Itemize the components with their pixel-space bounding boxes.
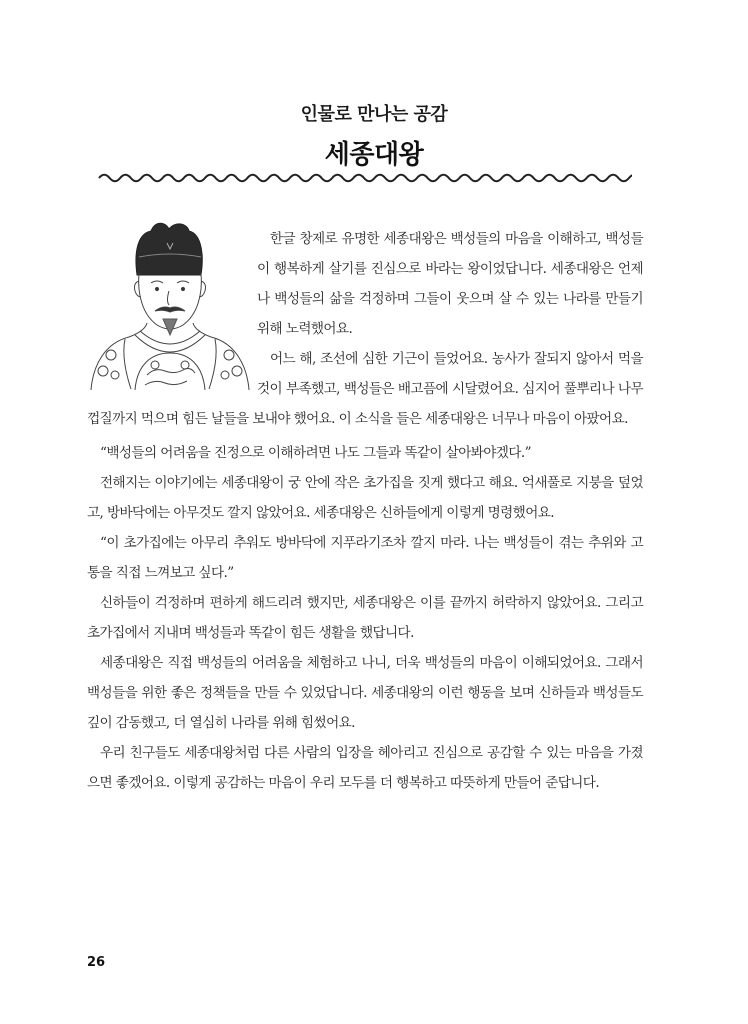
paragraph: 전해지는 이야기에는 세종대왕이 궁 안에 작은 초가집을 짓게 했다고 해요. 억새풀로 지붕을 덮었고, 방바닥에는 아무것도 깔지 않았어요. 세종대왕은 신하들에게 이렇게 명령했어요. — [87, 475, 643, 521]
paragraph: 신하들이 걱정하며 편하게 해드리려 했지만, 세종대왕은 이를 끝까지 허락하지 않았어요. 그리고 초가집에서 지내며 백성들과 똑같이 힘든 생활을 했답니다. — [87, 595, 643, 641]
quote-paragraph: “이 초가집에는 아무리 추워도 방바닥에 지푸라기조차 깔지 마라. 나는 백성들이 겪는 추위와 고통을 직접 느껴보고 싶다.” — [87, 535, 643, 581]
paragraph: 한글 창제로 유명한 세종대왕은 백성들의 마음을 이해하고, 백성들이 행복하게 살기를 진심으로 바라는 왕이었답니다. 세종대왕은 언제나 백성들의 삶을 걱정하며 그들이 웃으며 살 수 있는 나라를 만들기 위해 노력했어요. — [257, 231, 643, 337]
page-number: 26 — [87, 955, 106, 970]
paragraph: 우리 친구들도 세종대왕처럼 다른 사람의 입장을 헤아리고 진심으로 공감할 수 있는 마음을 가졌으면 좋겠어요. 이렇게 공감하는 마음이 우리 모두를 더 행복하고 따뜻하게 만들어 준답니다. — [87, 745, 643, 791]
paragraph: 어느 해, 조선에 심한 기근이 들었어요. 농사가 잘되지 않아서 먹을 것이 부족했고, 백성들은 배고픔에 시달렸어요. 심지어 풀뿌리나 나무껍질까지 먹으며 힘든 날들을 보내야 했어요. 이 소식을 들은 세종대왕은 너무나 마음이 아팠어요. — [87, 351, 643, 427]
quote-paragraph: “백성들의 어려움을 진정으로 이해하려면 나도 그들과 똑같이 살아봐야겠다.” — [100, 445, 531, 461]
article-body — [87, 224, 643, 798]
wavy-divider — [98, 170, 632, 186]
portrait-spacer — [87, 224, 257, 399]
page-title: 세종대왕 — [324, 140, 424, 170]
paragraph: 세종대왕은 직접 백성들의 어려움을 체험하고 나니, 더욱 백성들의 마음이 이해되었어요. 그래서 백성들을 위한 좋은 정책들을 만들 수 있었답니다. 세종대왕의 이런 행동을 보며 신하들과 백성들도 깊이 감동했고, 더 열심히 나라를 위해 힘썼어요. — [87, 655, 643, 731]
section-subtitle: 인물로 만나는 공감 — [300, 104, 448, 125]
